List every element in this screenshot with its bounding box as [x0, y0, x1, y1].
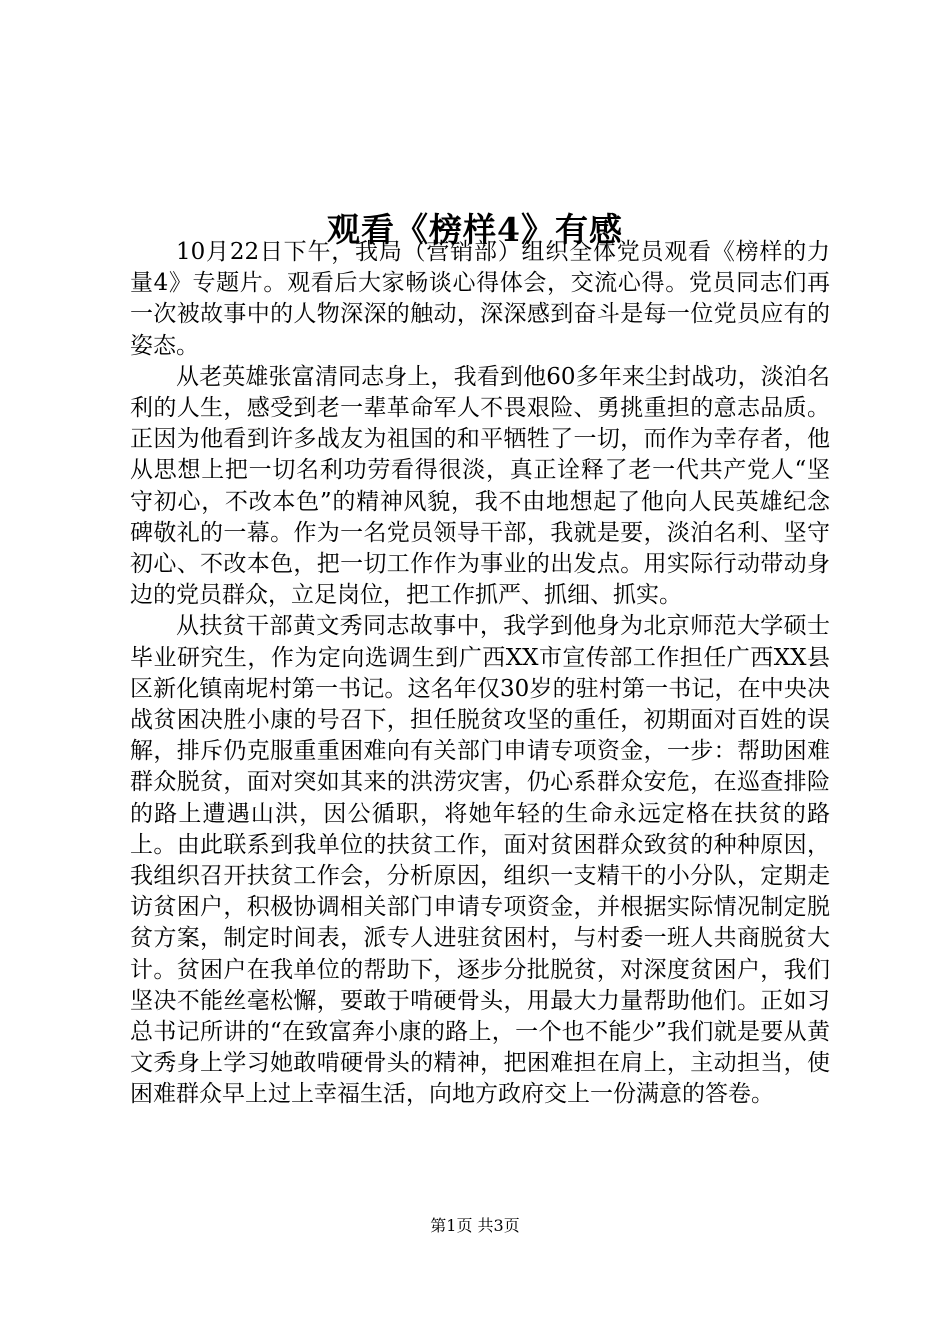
document-body [130, 237, 830, 1111]
page-number-footer: 第1页 共3页 [430, 1216, 520, 1235]
paragraph-3: 从扶贫干部黄文秀同志故事中，我学到他身为北京师范大学硕士毕业研究生，作为定向选调生到广西XX市宣传部工作担任广西XX县区新化镇南坭村第一书记。这名年仅30岁的驻村第一书记，在中央决战贫困决胜小康的号召下，担任脱贫攻坚的重任，初期面对百姓的误解，排斥仍克服重重困难向有关部门申请专项资金，一步：帮助困难群众脱贫，面对突如其来的洪涝灾害，仍心系群众安危，在巡查排险的路上遭遇山洪，因公循职，将她年轻的生命永远定格在扶贫的路上。由此联系到我单位的扶贫工作，面对贫困群众致贫的种种原因，我组织召开扶贫工作会，分析原因，组织一支精干的小分队，定期走访贫困户，积极协调相关部门申请专项资金，并根据实际情况制定脱贫方案，制定时间表，派专人进驻贫困村，与村委一班人共商脱贫大计。贫困户在我单位的帮助下，逐步分批脱贫，对深度贫困户，我们坚决不能丝毫松懈，要敢于啃硬骨头，用最大力量帮助他们。正如习总书记所讲的“在致富奔小康的路上，一个也不能少”我们就是要从黄文秀身上学习她敢啃硬骨头的精神，把困难担在肩上，主动担当，使困难群众早上过上幸福生活，向地方政府交上一份满意的答卷。 [130, 613, 830, 1108]
document-title: 观看《榜样4》有感 [327, 210, 623, 250]
paragraph-2: 从老英雄张富清同志身上，我看到他60多年来尘封战功，淡泊名利的人生，感受到老一辈革命军人不畏艰险、勇挑重担的意志品质。正因为他看到许多战友为祖国的和平牺牲了一切，而作为幸存者，他从思想上把一切名利功劳看得很淡，真正诠释了老一代共产党人“坚守初心，不改本色”的精神风貌，我不由地想起了他向人民英雄纪念碑敬礼的一幕。作为一名党员领导干部，我就是要，淡泊名利、坚守初心、不改本色，把一切工作作为事业的出发点。用实际行动带动身边的党员群众，立足岗位，把工作抓严、抓细、抓实。 [130, 363, 830, 609]
paragraph-1: 10月22日下午，我局（营销部）组织全体党员观看《榜样的力量4》专题片。观看后大家畅谈心得体会，交流心得。党员同志们再一次被故事中的人物深深的触动，深深感到奋斗是每一位党员应有的姿态。 [130, 239, 830, 359]
